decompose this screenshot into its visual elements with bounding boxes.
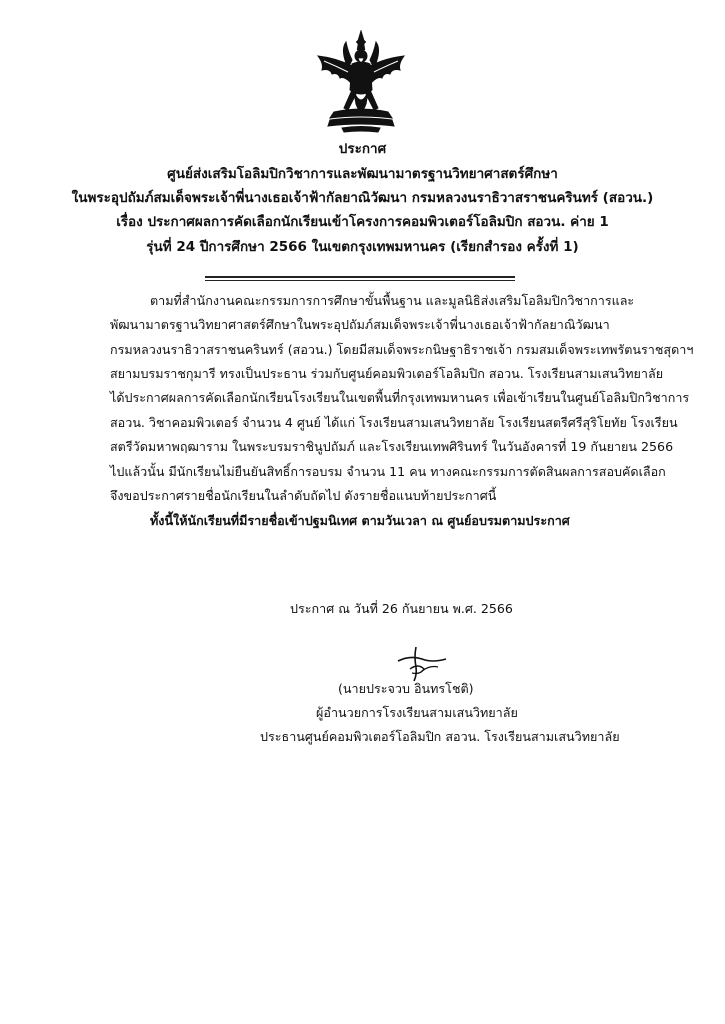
- body-paragraph-line: ได้ประกาศผลการคัดเลือกนักเรียนโรงเรียนในเขตพื้นที่กรุงเทพมหานคร เพื่อเข้าเรียนในศูนย์โอลิมปิกวิชาการ: [110, 390, 690, 405]
- body-paragraph-line: สอวน. วิชาคอมพิวเตอร์ จำนวน 4 ศูนย์ ได้แก่ โรงเรียนสามเสนวิทยาลัย โรงเรียนสตรีศรีสุริโยทัย โรงเรียน: [110, 415, 678, 430]
- signatory-position: ผู้อำนวยการโรงเรียนสามเสนวิทยาลัย: [316, 705, 518, 720]
- signature-icon: [392, 645, 450, 683]
- body-paragraph-line: ไปแล้วนั้น มีนักเรียนไม่ยืนยันสิทธิ์การอบรม จำนวน 11 คน ทางคณะกรรมการตัดสินผลการสอบคัดเลือก: [110, 464, 666, 479]
- body-paragraph-line: กรมหลวงนราธิวาสราชนครินทร์ (สอวน.) โดยมีสมเด็จพระกนิษฐาธิราชเจ้า กรมสมเด็จพระเทพรัตนราชสุดาฯ: [110, 342, 694, 357]
- announcement-heading: ประกาศ: [338, 141, 387, 157]
- signatory-position-2: ประธานศูนย์คอมพิวเตอร์โอลิมปิก สอวน. โรงเรียนสามเสนวิทยาลัย: [260, 729, 620, 744]
- body-paragraph-line: จึงขอประกาศรายชื่อนักเรียนในลำดับถัดไป ดังรายชื่อแนบท้ายประกาศนี้: [110, 488, 497, 503]
- orientation-notice: ทั้งนี้ให้นักเรียนที่มีรายชื่อเข้าปฐมนิเทศ ตามวันเวลา ณ ศูนย์อบรมตามประกาศ: [150, 513, 570, 528]
- announcement-date: ประกาศ ณ วันที่ 26 กันยายน พ.ศ. 2566: [290, 601, 513, 616]
- signatory-name: (นายประจวบ อินทรโชติ): [338, 681, 474, 696]
- organization-patronage: ในพระอุปถัมภ์สมเด็จพระเจ้าพี่นางเธอเจ้าฟ้ากัลยาณิวัฒนา กรมหลวงนราธิวาสราชนครินทร์ (สอวน.): [71, 190, 654, 206]
- garuda-emblem-icon: [312, 28, 410, 136]
- body-paragraph-line: สตรีวัดมหาพฤฒาราม ในพระบรมราชินูปถัมภ์ และโรงเรียนเทพศิรินทร์ ในวันอังคารที่ 19 กันยายน 2566: [110, 439, 674, 454]
- subject-line: เรื่อง ประกาศผลการคัดเลือกนักเรียนเข้าโครงการคอมพิวเตอร์โอลิมปิก สอวน. ค่าย 1: [116, 214, 609, 230]
- header-divider: [205, 276, 515, 278]
- body-paragraph-line: ตามที่สำนักงานคณะกรรมการการศึกษาขั้นพื้นฐาน และมูลนิธิส่งเสริมโอลิมปิกวิชาการและ: [150, 293, 635, 308]
- body-paragraph-line: สยามบรมราชกุมารี ทรงเป็นประธาน ร่วมกับศูนย์คอมพิวเตอร์โอลิมปิก สอวน. โรงเรียนสามเสนวิทยาลัย: [110, 366, 664, 381]
- body-paragraph-line: พัฒนามาตรฐานวิทยาศาสตร์ศึกษาในพระอุปถัมภ์สมเด็จพระเจ้าพี่นางเธอเจ้าฟ้ากัลยาณิวัฒนา: [110, 317, 610, 332]
- header-divider-thin: [205, 280, 515, 281]
- organization-name: ศูนย์ส่งเสริมโอลิมปิกวิชาการและพัฒนามาตรฐานวิทยาศาสตร์ศึกษา: [167, 166, 558, 182]
- subject-line-2: รุ่นที่ 24 ปีการศึกษา 2566 ในเขตกรุงเทพมหานคร (เรียกสำรอง ครั้งที่ 1): [146, 239, 579, 255]
